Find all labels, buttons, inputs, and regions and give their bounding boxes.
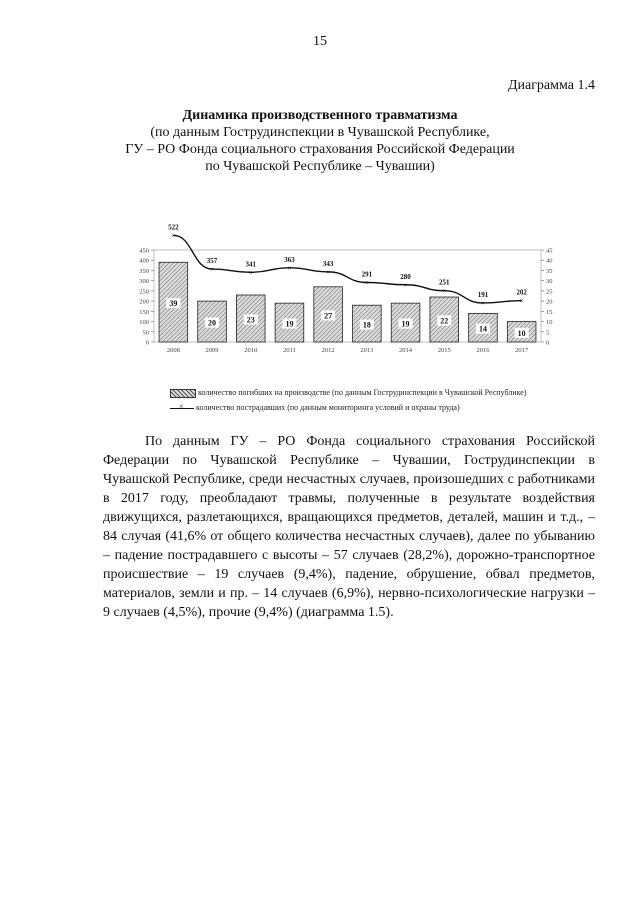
line-value-label: 357 — [206, 257, 218, 266]
line-marker: × — [287, 264, 292, 273]
line-series — [173, 235, 521, 303]
line-value-label: 341 — [245, 260, 256, 269]
bar-value-label: 19 — [401, 319, 410, 329]
paragraph-text: По данным ГУ – РО Фонда социального страхования Российской Федерации по Чувашской Республике – Чувашии, Гострудинспекции в Чувашской Республике, среди несчастных случаев, произошедших с работниками в 2017 году, преобладают травмы, полученные в результате воздействия движущихся, разлетающихся, вращающихся предметов, деталей, машин и т.д., – 84 случая (41,6% от общего количества несчастных случаев), далее по убыванию – падение пострадавшего с высоты – 57 случаев (28,2%), дорожно-транспортное происшествие – 19 случаев (9,4%), падение, обрушение, обвал предметов, материалов, земли и пр. – 14 случаев (6,9%), нервно-психологические нагрузки – 9 случаев (4,5%), прочие (9,4%) (диаграмма 1.5). — [103, 434, 595, 620]
left-axis-tick-label: 350 — [139, 267, 149, 275]
left-axis-tick-label: 250 — [139, 288, 149, 296]
line-marker: × — [403, 281, 408, 290]
line-value-label: 191 — [477, 290, 489, 299]
bar-value-label: 23 — [246, 315, 255, 325]
legend-line-label: количество пострадавших (по данным мониторинга условий и охраны труда) — [196, 403, 460, 412]
left-axis-tick-label: 300 — [139, 278, 149, 286]
bar-value-label: 39 — [169, 299, 178, 309]
right-axis-tick-label: 10 — [546, 319, 553, 327]
right-axis-tick-label: 15 — [546, 308, 553, 316]
line-value-label: 280 — [400, 272, 411, 281]
right-axis-tick-label: 25 — [546, 288, 553, 296]
chart-subtitle-line: по Чувашской Республике – Чувашии) — [205, 159, 435, 174]
legend-line-swatch — [170, 408, 194, 409]
line-marker: × — [210, 265, 215, 274]
left-axis-tick-label: 0 — [145, 339, 149, 347]
line-marker: × — [519, 297, 524, 306]
right-axis-tick-label: 40 — [546, 257, 553, 265]
x-axis-tick-label: 2009 — [205, 347, 219, 354]
left-axis-tick-label: 200 — [139, 298, 149, 306]
bar-value-label: 18 — [362, 320, 371, 330]
x-axis-tick-label: 2015 — [437, 347, 451, 354]
left-axis-tick-label: 50 — [142, 329, 149, 337]
body-paragraph — [103, 432, 595, 622]
line-marker: × — [171, 231, 176, 240]
left-axis-tick-label: 400 — [139, 257, 149, 265]
line-value-label: 522 — [168, 223, 179, 232]
bar-value-label: 27 — [324, 311, 333, 321]
chart-subtitle-line: (по данным Гострудинспекции в Чувашской Республике, — [150, 125, 490, 140]
bar-value-label: 14 — [478, 324, 487, 334]
line-marker: × — [442, 287, 447, 296]
left-axis-tick-label: 150 — [139, 308, 149, 316]
right-axis-tick-label: 35 — [546, 267, 553, 275]
x-axis-tick-label: 2013 — [360, 347, 374, 354]
x-axis-tick-label: 2008 — [166, 347, 180, 354]
chart-title: Динамика производственного травматизма — [182, 108, 458, 123]
chart-title-block — [100, 107, 540, 175]
x-axis-tick-label: 2014 — [399, 347, 413, 354]
legend-item-line — [170, 403, 570, 412]
line-value-label: 251 — [439, 278, 450, 287]
legend-bar-swatch — [170, 389, 196, 398]
right-axis-tick-label: 0 — [546, 339, 550, 347]
right-axis-tick-label: 30 — [546, 278, 553, 286]
legend-item-bars — [170, 388, 570, 398]
bar-value-label: 10 — [517, 328, 526, 338]
right-axis-tick-label: 20 — [546, 298, 553, 306]
line-marker: × — [364, 279, 369, 288]
page-number: 15 — [313, 34, 327, 49]
x-axis-tick-label: 2010 — [244, 347, 258, 354]
line-value-label: 202 — [516, 288, 527, 297]
bar-value-label: 20 — [208, 318, 217, 328]
left-axis-tick-label: 100 — [139, 319, 149, 327]
diagram-label: Диаграмма 1.4 — [507, 78, 595, 93]
x-axis-tick-label: 2011 — [283, 347, 296, 354]
line-value-label: 363 — [284, 255, 295, 264]
line-marker: × — [326, 268, 331, 277]
chart-subtitle-line: ГУ – РО Фонда социального страхования Российской Федерации — [125, 142, 515, 157]
left-axis-tick-label: 450 — [139, 247, 149, 255]
x-axis-tick-label: 2016 — [476, 347, 490, 354]
x-axis-tick-label: 2017 — [515, 347, 529, 354]
bar-value-label: 19 — [285, 319, 294, 329]
right-axis-tick-label: 5 — [546, 329, 550, 337]
right-axis-tick-label: 45 — [546, 247, 553, 255]
x-axis-tick-label: 2012 — [321, 347, 335, 354]
line-marker: × — [248, 268, 253, 277]
injury-dynamics-chart — [128, 223, 558, 360]
bar-value-label: 22 — [440, 316, 449, 326]
line-marker: × — [480, 299, 485, 308]
line-value-label: 343 — [322, 259, 334, 268]
line-value-label: 291 — [361, 270, 373, 279]
legend-bar-label: количество погибших на производстве (по данным Гострудинспекции в Чувашской Республике) — [198, 388, 527, 397]
